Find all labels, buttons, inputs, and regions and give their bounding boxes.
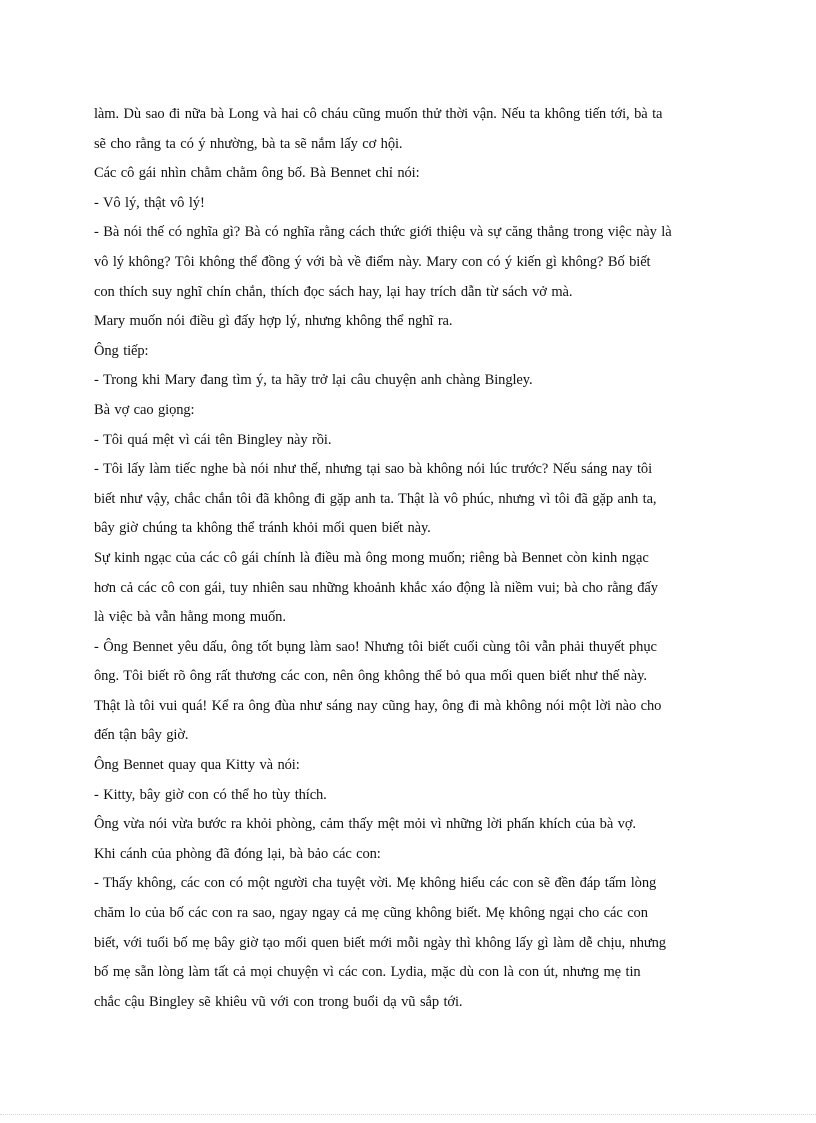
text-line: - Bà nói thế có nghĩa gì? Bà có nghĩa rằng cách thức giới thiệu và sự căng thẳng trong việc này là <box>94 224 672 241</box>
document-page <box>94 100 734 1017</box>
text-line: ông. Tôi biết rõ ông rất thương các con, nên ông không thể bỏ qua mối quen biết như thế này. <box>94 668 647 685</box>
text-line: bây giờ chúng ta không thể tránh khỏi mối quen biết này. <box>94 520 431 537</box>
text-line: biết, với tuổi bố mẹ bây giờ tạo mối quen biết mới mỗi ngày thì không lấy gì làm dễ chịu, nhưng <box>94 934 666 951</box>
text-line: - Trong khi Mary đang tìm ý, ta hãy trở lại câu chuyện anh chàng Bingley. <box>94 372 533 389</box>
text-line: - Tôi quá mệt vì cái tên Bingley này rồi. <box>94 431 332 448</box>
text-line: - Thấy không, các con có một người cha tuyệt vời. Mẹ không hiểu các con sẽ đền đáp tấm lòng <box>94 875 657 892</box>
text-line: Thật là tôi vui quá! Kể ra ông đùa như sáng nay cũng hay, ông đi mà không nói một lời nào cho <box>94 697 662 714</box>
text-line: đến tận bây giờ. <box>94 727 189 744</box>
text-line: hơn cả các cô con gái, tuy nhiên sau những khoảnh khắc xáo động là niềm vui; bà cho rằng đấy <box>94 579 658 596</box>
text-line: Mary muốn nói điều gì đấy hợp lý, nhưng không thể nghĩ ra. <box>94 313 453 330</box>
text-line: chăm lo của bố các con ra sao, ngay ngay cả mẹ cũng không biết. Mẹ không ngại cho các con <box>94 905 648 922</box>
text-line: Khi cánh của phòng đã đóng lại, bà bảo các con: <box>94 845 381 862</box>
text-line: - Tôi lấy làm tiếc nghe bà nói như thế, nhưng tại sao bà không nói lúc trước? Nếu sáng nay tôi <box>94 461 653 478</box>
text-line: - Vô lý, thật vô lý! <box>94 194 205 211</box>
text-line: Ông tiếp: <box>94 342 149 359</box>
text-line: - Ông Bennet yêu dấu, ông tốt bụng làm sao! Nhưng tôi biết cuối cùng tôi vẫn phải thuyết phục <box>94 638 657 655</box>
text-line: làm. Dù sao đi nữa bà Long và hai cô cháu cũng muốn thử thời vận. Nếu ta không tiến tới, bà ta <box>94 106 663 122</box>
text-line: Ông Bennet quay qua Kitty và nói: <box>94 757 300 774</box>
text-line: con thích suy nghĩ chín chắn, thích đọc sách hay, lại hay trích dẫn từ sách vở mà. <box>94 283 573 300</box>
text-line: Các cô gái nhìn chằm chằm ông bố. Bà Bennet chỉ nói: <box>94 165 420 182</box>
text-line: - Kitty, bây giờ con có thể ho tùy thích. <box>94 786 327 803</box>
text-line: Ông vừa nói vừa bước ra khỏi phòng, cảm thấy mệt mỏi vì những lời phấn khích của bà vợ. <box>94 816 636 833</box>
text-line: là việc bà vẫn hằng mong muốn. <box>94 609 286 626</box>
text-line: chắc cậu Bingley sẽ khiêu vũ với con trong buổi dạ vũ sắp tới. <box>94 993 463 1010</box>
text-line: vô lý không? Tôi không thể đồng ý với bà về điểm này. Mary con có ý kiến gì không? Bố biết <box>94 253 651 270</box>
text-line: sẽ cho rằng ta có ý nhường, bà ta sẽ nắm lấy cơ hội. <box>94 135 403 152</box>
text-line: bố mẹ sẵn lòng làm tất cả mọi chuyện vì các con. Lydia, mặc dù con là con út, nhưng mẹ tin <box>94 964 641 981</box>
text-line: Bà vợ cao giọng: <box>94 401 195 418</box>
text-line: Sự kinh ngạc của các cô gái chính là điều mà ông mong muốn; riêng bà Bennet còn kinh ngạc <box>94 549 649 566</box>
text-line: biết như vậy, chắc chắn tôi đã không đi gặp anh ta. Thật là vô phúc, nhưng vì tôi đã gặp anh ta, <box>94 490 657 507</box>
page-bottom-divider <box>0 1114 816 1115</box>
